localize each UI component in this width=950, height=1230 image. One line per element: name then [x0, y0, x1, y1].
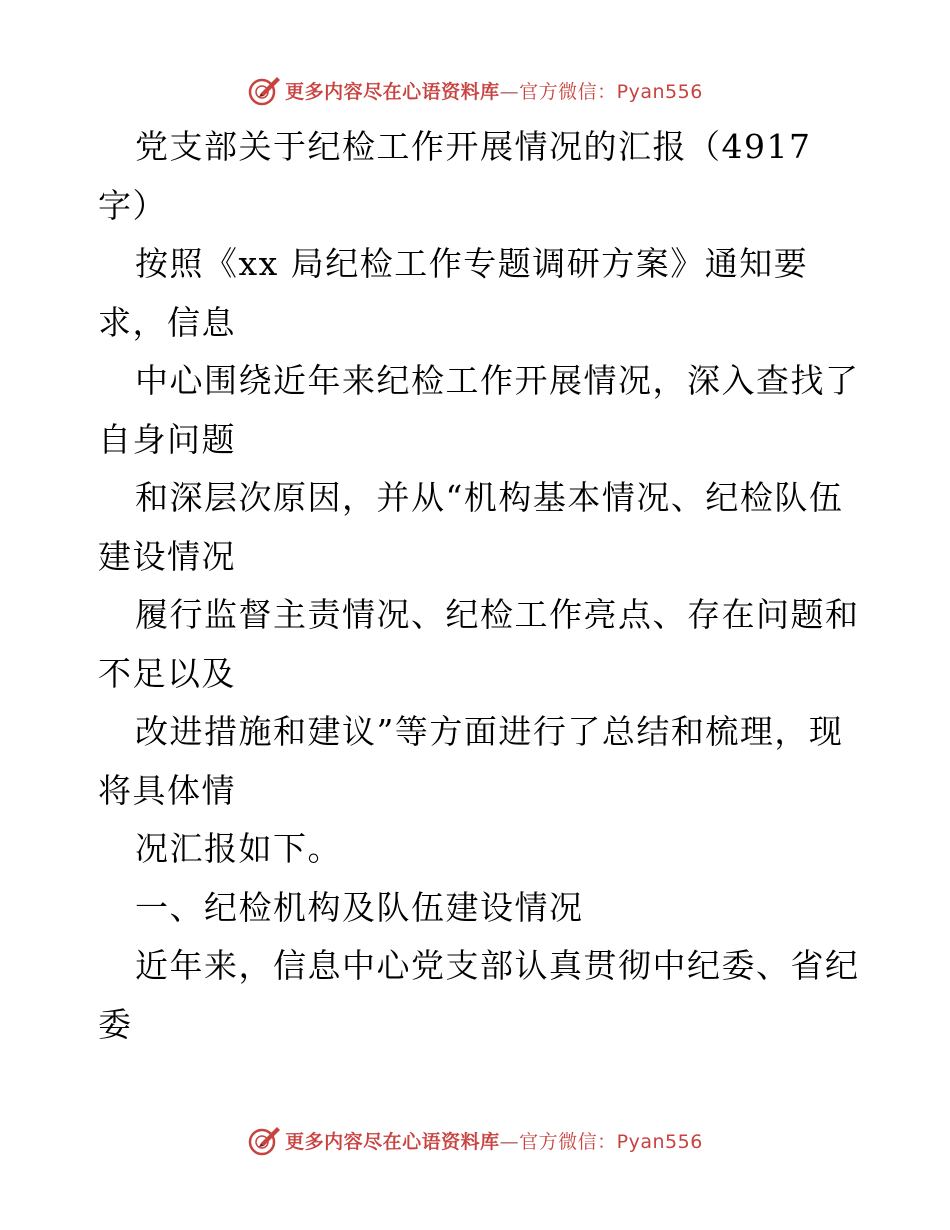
document-line: 按照《xx 局纪检工作专题调研方案》通知要: [135, 244, 809, 283]
footer-watermark-banner: [0, 1120, 950, 1160]
watermark-text: [285, 1127, 703, 1154]
watermark-contact: 官方微信：Pyan556: [519, 1130, 703, 1153]
header-watermark-banner: [0, 70, 950, 110]
watermark-separator: —: [499, 1130, 520, 1153]
watermark-brand: 更多内容尽在心语资料库: [285, 1130, 500, 1153]
watermark-separator: —: [499, 80, 520, 103]
document-line: 改进措施和建议”等方面进行了总结和梳理，现: [135, 712, 844, 751]
document-line: 不足以及: [98, 653, 236, 693]
document-line: 委: [98, 1004, 133, 1044]
document-body: [98, 118, 858, 1054]
watermark-brand: 更多内容尽在心语资料库: [285, 80, 500, 103]
pen-nib-circle-icon: [247, 73, 281, 107]
watermark-text: [285, 77, 703, 104]
pen-nib-circle-icon: [247, 1123, 281, 1157]
document-line: 近年来，信息中心党支部认真贯彻中纪委、省纪: [135, 946, 860, 985]
document-line: 和深层次原因，并从“机构基本情况、纪检队伍: [135, 478, 844, 517]
document-line: 履行监督主责情况、纪检工作亮点、存在问题和: [135, 595, 860, 634]
document-line: 将具体情: [98, 770, 236, 810]
document-line: 一、纪检机构及队伍建设情况: [135, 887, 584, 927]
document-line: 自身问题: [98, 419, 236, 459]
document-line: 况汇报如下。: [135, 829, 342, 868]
document-line: 中心围绕近年来纪检工作开展情况，深入查找了: [135, 361, 860, 400]
document-line: 党支部关于纪检工作开展情况的汇报（4917: [135, 127, 812, 166]
document-line: 求，信息: [98, 302, 236, 342]
document-line: 字）: [98, 185, 167, 225]
watermark-contact: 官方微信：Pyan556: [519, 80, 703, 103]
document-line: 建设情况: [98, 536, 236, 576]
